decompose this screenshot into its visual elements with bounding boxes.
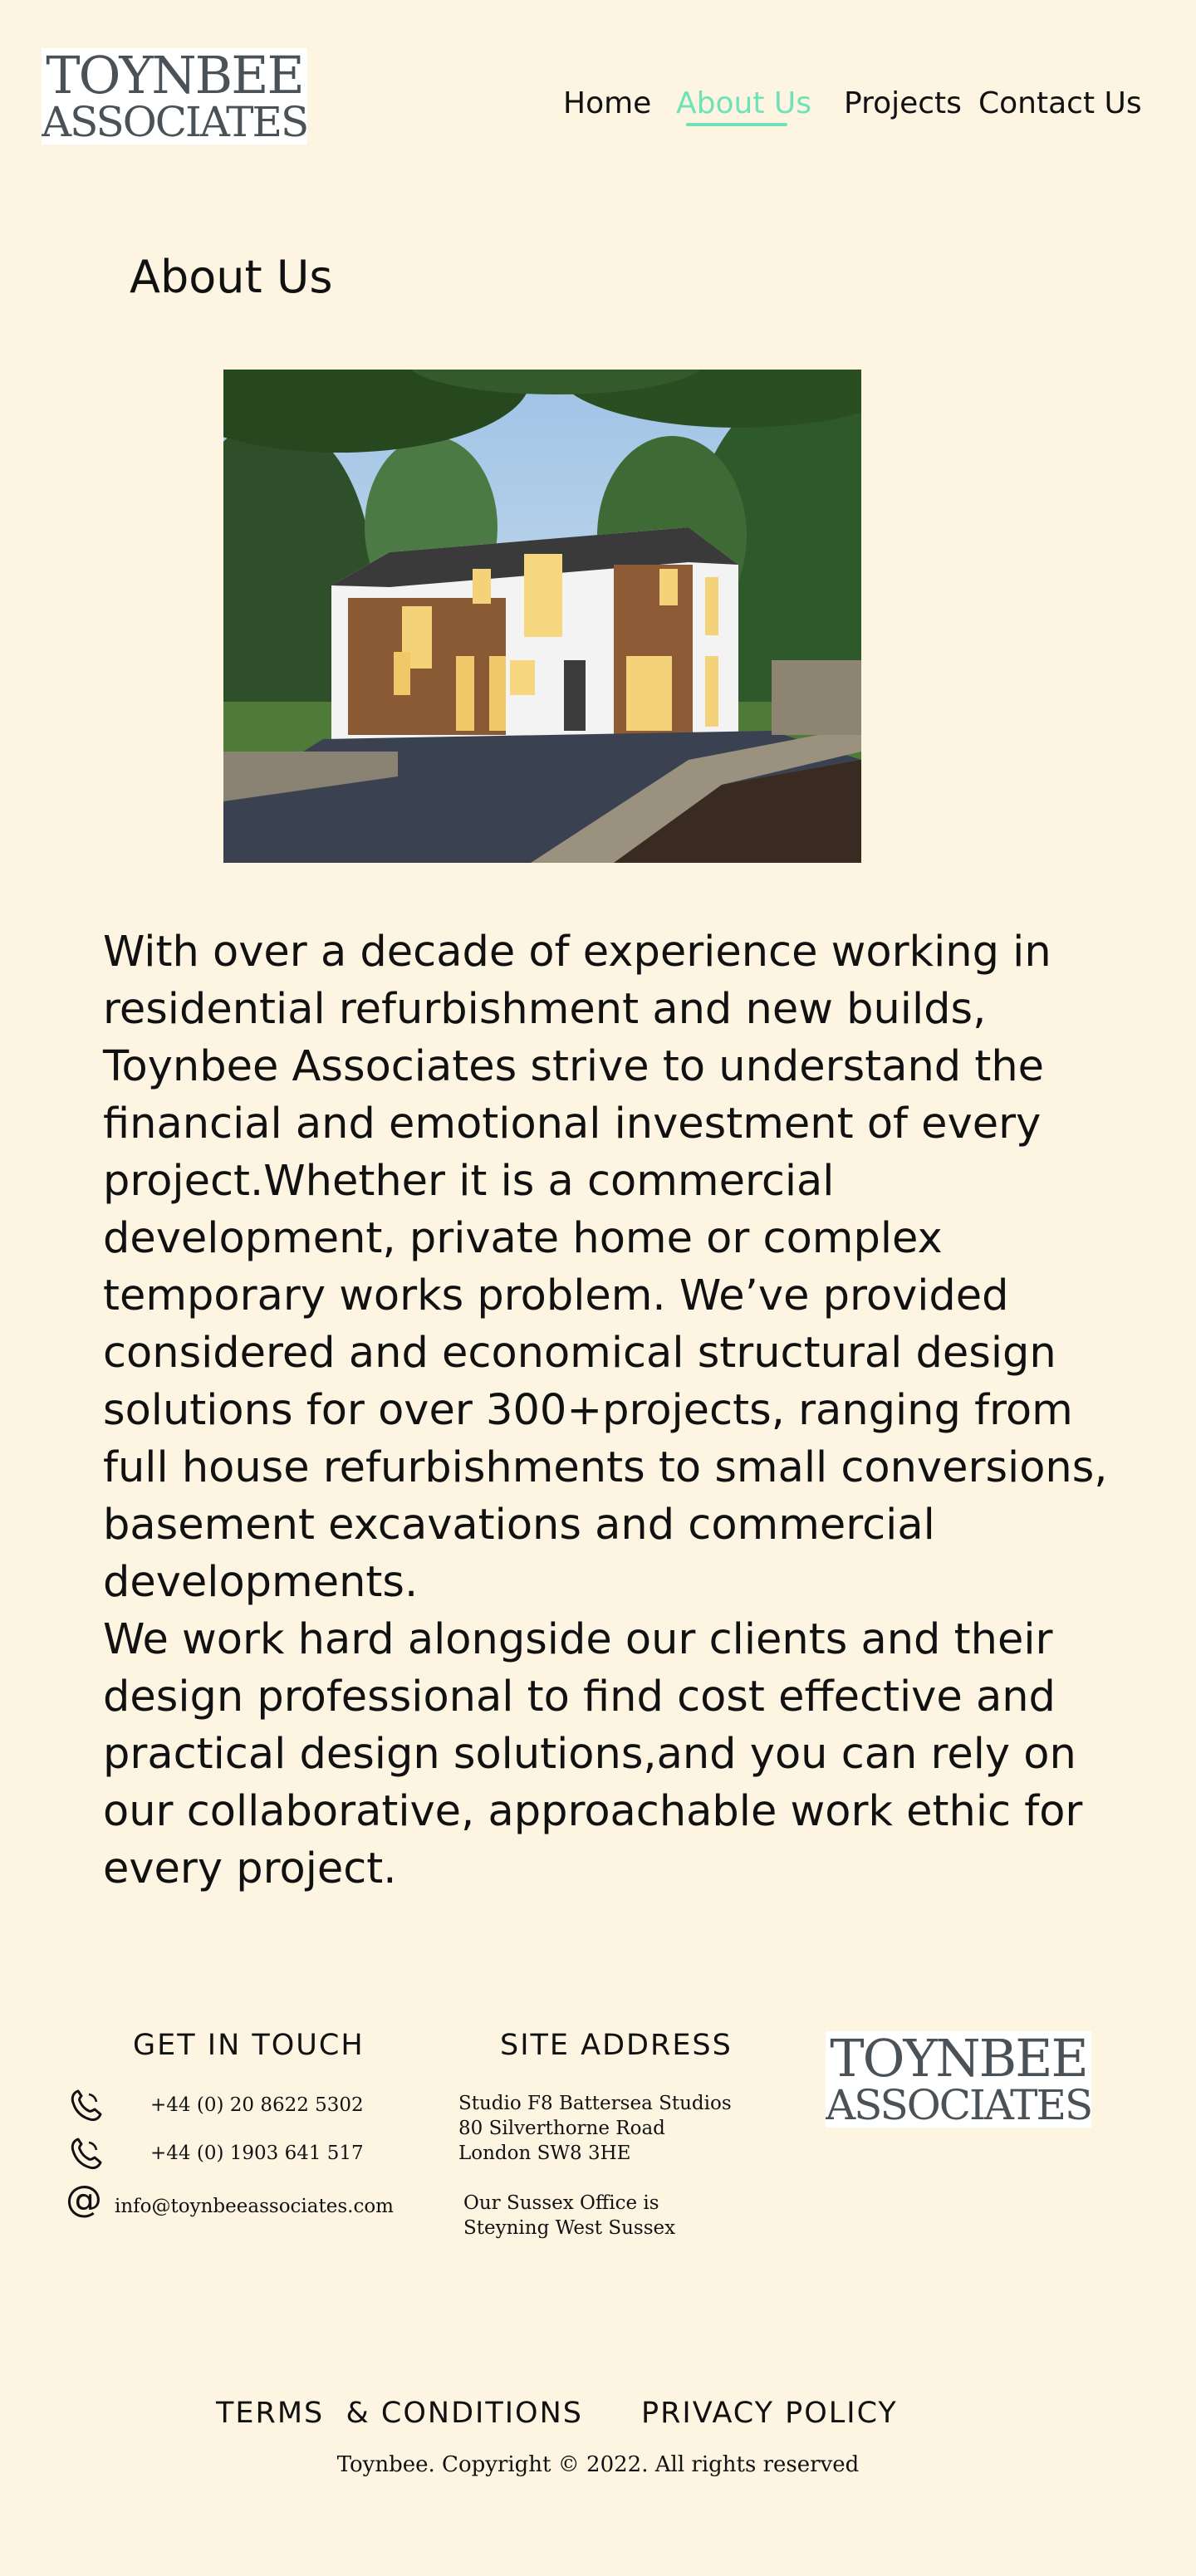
email-link[interactable]: info@toynbeeassociates.com	[115, 2196, 394, 2217]
nav-home[interactable]: Home	[563, 86, 652, 120]
hero-house-image	[223, 370, 861, 863]
nav-contact-us[interactable]: Contact Us	[978, 86, 1142, 120]
logo-line2: ASSOCIATES	[826, 2081, 1091, 2128]
nav-active-underline	[686, 123, 787, 126]
privacy-policy-link[interactable]: PRIVACY POLICY	[641, 2397, 898, 2430]
get-in-touch-heading: GET IN TOUCH	[133, 2029, 365, 2062]
email-icon: @	[66, 2178, 102, 2221]
sussex-office-line-2: Steyning West Sussex	[463, 2217, 676, 2239]
header-logo[interactable]	[42, 48, 307, 144]
phone-1[interactable]: +44 (0) 20 8622 5302	[150, 2094, 364, 2116]
sussex-office-line-1: Our Sussex Office is	[463, 2192, 659, 2214]
about-paragraph-1: With over a decade of experience working in residential refurbishment and new builds, Toynbee Associates strive to understand the financial and emotional investment of every project.Whether it is a commercial development, private home or complex temporary works problem. We’ve provided considered and economical structural design solutions for over 300+projects, ranging from full house refurbishments to small conversions, basement excavations and commercial developments.	[103, 928, 1108, 1607]
site-address-heading: SITE ADDRESS	[500, 2029, 733, 2062]
logo-line1: TOYNBEE	[46, 48, 303, 105]
phone-icon	[66, 2134, 105, 2172]
address-line-1: Studio F8 Battersea Studios	[458, 2093, 732, 2114]
nav-about-us[interactable]: About Us	[676, 86, 811, 120]
terms-and-conditions-link[interactable]: TERMS & CONDITIONS	[216, 2397, 583, 2430]
phone-2[interactable]: +44 (0) 1903 641 517	[150, 2143, 364, 2164]
house-photo-illustration	[223, 370, 861, 863]
copyright-text: Toynbee. Copyright © 2022. All rights reserved	[336, 2452, 860, 2477]
address-line-3: London SW8 3HE	[458, 2143, 631, 2164]
about-paragraph-2: We work hard alongside our clients and their design professional to find cost effective and practical design solutions,and you can rely on our collaborative, approachable work ethic for every project.	[103, 1615, 1083, 1893]
logo-line2: ASSOCIATES	[42, 98, 307, 144]
phone-icon	[66, 2086, 105, 2124]
address-line-2: 80 Silverthorne Road	[458, 2118, 665, 2139]
footer-logo[interactable]	[826, 2031, 1091, 2128]
logo-line1: TOYNBEE	[830, 2031, 1087, 2089]
nav-projects[interactable]: Projects	[844, 86, 962, 120]
page-title: About Us	[130, 251, 333, 303]
